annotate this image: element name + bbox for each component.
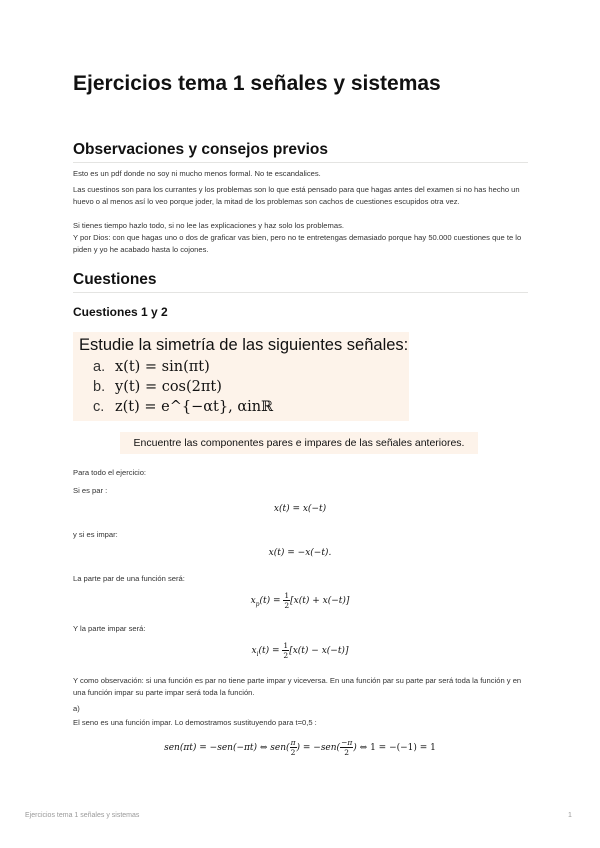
paragraph: Si tienes tiempo hazlo todo, si no lee las explicaciones y haz solo los problemas. (73, 221, 344, 230)
exercise-instruction-banner: Encuentre las componentes pares e impares de las señales anteriores. (120, 432, 478, 454)
paragraph: Si es par : (73, 486, 108, 495)
exercise-title: Estudie la simetría de las siguientes señales: (79, 336, 409, 354)
exercise-item-a: a. x(t) = sin(πt) (93, 359, 210, 375)
exercise-item-c: c. z(t) = e^{−αt}, αinℝ (93, 399, 274, 415)
exercise-statement-image (73, 332, 409, 421)
divider (73, 292, 528, 293)
divider (73, 162, 528, 163)
paragraph: Y la parte impar será: (73, 624, 146, 633)
equation-even: x(t) = x(−t) (273, 504, 327, 514)
page-title: Ejercicios tema 1 señales y sistemas (73, 72, 441, 95)
exercise-item-b: b. y(t) = cos(2πt) (93, 379, 222, 395)
section-heading-cuestiones: Cuestiones (73, 271, 157, 288)
footer-page-number: 1 (568, 812, 572, 819)
equation-even-part: $x_p(t)$ = $\frac{1}{2}$ [x(t) + x(−t)] (250, 591, 350, 610)
paragraph: a) (73, 704, 80, 713)
paragraph: Las cuestinos son para los currantes y los problemas son lo que está pensado para que hagas antes del examen si no has hecho un huevo o al menos así lo veo porque joder, la mitad de los problemas son cachos de cuestiones escupidos otra vez. (73, 185, 520, 206)
paragraph: y si es impar: (73, 530, 118, 539)
paragraph: Y como observación: si una función es par no tiene parte impar y viceversa. En una función par su parte par será toda la función y en una función impar su parte impar será toda la función. (73, 676, 522, 697)
paragraph: Esto es un pdf donde no soy ni mucho menos formal. No te escandalices. (73, 169, 321, 178)
equation-odd-part: $x_i(t)$ = $\frac{1}{2}$ [x(t) − x(−t)] (251, 641, 349, 660)
paragraph: La parte par de una función será: (73, 574, 185, 583)
paragraph: El seno es una función impar. Lo demostramos sustituyendo para t=0,5 : (73, 718, 317, 727)
subheading-cuestiones-1-2: Cuestiones 1 y 2 (73, 305, 168, 319)
paragraph: Para todo el ejercicio: (73, 468, 147, 477)
equation-sine-odd: sen(πt) = −sen(−πt) ⇔ sen( $\frac{\pi}{2}$ ) = −sen( $\frac{-\pi}{2}$ ) ⇔ 1 = −(−1) = 1 (164, 738, 436, 757)
paragraph: Y por Dios: con que hagas uno o dos de graficar vas bien, pero no te entretengas demasiado porque hay 50.000 cuestiones que te lo piden y yo he acabado hasta lo cojones. (73, 233, 522, 254)
footer-document-title: Ejercicios tema 1 señales y sistemas (25, 812, 140, 819)
equation-odd: x(t) = −x(−t). (268, 548, 332, 558)
section-heading-observaciones: Observaciones y consejos previos (73, 141, 329, 158)
